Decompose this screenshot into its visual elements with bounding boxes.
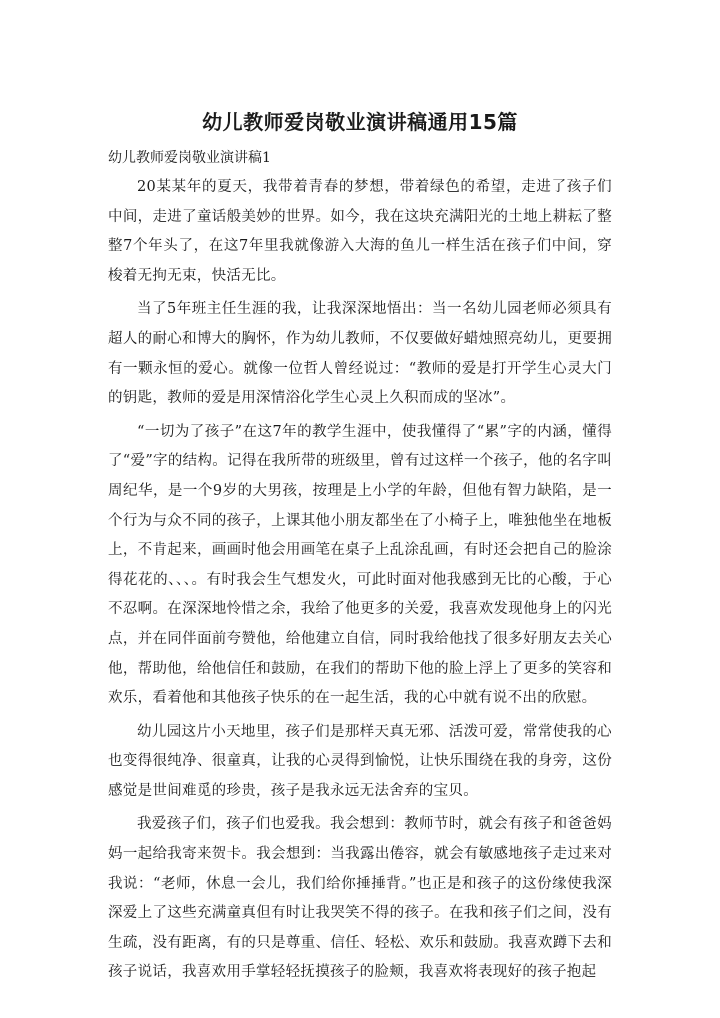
paragraph: 幼儿园这片小天地里，孩子们是那样天真无邪、活泼可爱，常常使我的心也变得很纯净、很童真，让我的心灵得到愉悦，让快乐围绕在我的身旁，这份感觉是世间难觅的珍贵，孩子是我永远无法舍弃的宝贝。 [108,723,612,799]
paragraph: “一切为了孩子”在这7年的教学生涯中，使我懂得了“累”字的内涵，懂得了“爱”字的结构。记得在我所带的班级里，曾有过这样一个孩子，他的名字叫周纪华，是一个9岁的大男孩，按理是上小学的年龄，但他有智力缺陷，是一个行为与众不同的孩子，上课其他小朋友都坐在了小椅子上，唯独他坐在地板上，不肯起来，画画时他会用画笔在桌子上乱涂乱画，有时还会把自己的脸涂得花花的、、、。有时我会生气想发火，可此时面对他我感到无比的心酸，于心不忍啊。在深深地怜惜之余，我给了他更多的关爱，我喜欢发现他身上的闪光点，并在同伴面前夸赞他，给他建立自信，同时我给他找了很多好朋友去关心他，帮助他，给他信任和鼓励，在我们的帮助下他的脸上浮上了更多的笑容和欢乐，看着他和其他孩子快乐的在一起生活，我的心中就有说不出的欣慰。 [108,423,612,707]
document-body [108,145,612,992]
paragraph: 20某某年的夏天，我带着青春的梦想，带着绿色的希望，走进了孩子们中间，走进了童话般美妙的世界。如今，我在这块充满阳光的土地上耕耘了整整7个年头了，在这7年里我就像游入大海的鱼儿一样生活在孩子们中间，穿梭着无拘无束，快活无比。 [108,179,612,284]
section-heading: 幼儿教师爱岗敬业演讲稿1 [108,150,271,166]
document-title: 幼儿教师爱岗敬业演讲稿通用15篇 [202,110,518,134]
paragraph: 我爱孩子们，孩子们也爱我。我会想到：教师节时，就会有孩子和爸爸妈妈一起给我寄来贺卡。我会想到：当我露出倦容，就会有敏感地孩子走过来对我说：“老师，休息一会儿，我们给你捶捶背。”也正是和孩子的这份缘使我深深爱上了这些充满童真但有时让我哭笑不得的孩子。在我和孩子们之间，没有生疏，没有距离，有的只是尊重、信任、轻松、欢乐和鼓励。我喜欢蹲下去和孩子说话，我喜欢用手掌轻轻抚摸孩子的脸颊，我喜欢将表现好的孩子抱起 [108,816,612,981]
paragraph: 当了5年班主任生涯的我，让我深深地悟出：当一名幼儿园老师必须具有超人的耐心和博大的胸怀，作为幼儿教师，不仅要做好蜡烛照亮幼儿，更要拥有一颗永恒的爱心。就像一位哲人曾经说过：“教师的爱是打开学生心灵大门的钥匙，教师的爱是用深情浴化学生心灵上久积而成的坚冰”。 [108,301,612,407]
